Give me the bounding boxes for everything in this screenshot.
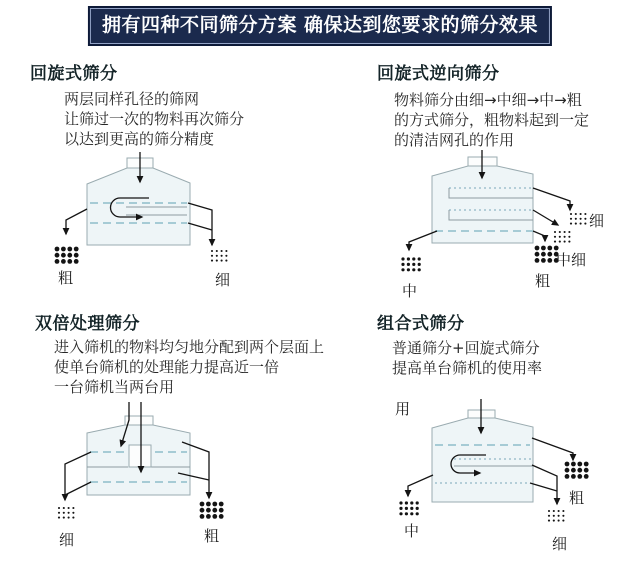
coarse-dots (55, 247, 79, 264)
label-fine: 细 (589, 212, 605, 230)
medium-dots (399, 501, 418, 515)
section-heading-rotary: 回旋式筛分 (30, 64, 118, 84)
fine-dots (211, 250, 228, 262)
fine-dots (570, 213, 587, 225)
section-text-double-process (54, 337, 324, 397)
diagram-combined-screening (368, 393, 640, 585)
label-medium: 中 (404, 522, 420, 540)
text-line: 进入筛机的物料均匀地分配到两个层面上 (54, 338, 325, 356)
coarse-exit-arrow (533, 231, 545, 241)
text-line: 提高单台筛机的使用率 (392, 359, 543, 377)
coarse-exit-arrow (532, 438, 573, 460)
section-heading-rotary-reverse: 回旋式逆向筛分 (377, 64, 500, 84)
medium-fine-exit-arrow (533, 210, 558, 225)
diagram-double-processing-screening (25, 398, 325, 580)
text-line: 的清洁网孔的作用 (394, 131, 515, 149)
label-fine: 细 (552, 535, 568, 553)
diagram-rotary-reverse-screening (365, 150, 640, 305)
medium-exit-arrow (408, 475, 433, 496)
section-heading-combined: 组合式筛分 (377, 314, 465, 334)
medium-dots (401, 257, 420, 271)
text-line: 一台筛机当两台用 (54, 378, 175, 396)
page-title: 拥有四种不同筛分方案 确保达到您要求的筛分效果 (90, 8, 550, 44)
fine-exit-arrow (533, 188, 570, 210)
text-line: 物料筛分由细→中细→中→粗 (394, 91, 582, 109)
label-coarse: 粗 (569, 489, 585, 507)
label-medium-fine: 中细 (556, 251, 587, 269)
fine-dots (58, 507, 74, 519)
coarse-exit-arrow (66, 209, 87, 234)
label-fine: 细 (215, 271, 231, 289)
label-fine: 细 (59, 531, 75, 549)
section-text-combined (392, 338, 542, 378)
fine-exit-line (188, 223, 212, 230)
section-text-rotary-reverse (394, 90, 589, 150)
text-line: 让筛过一次的物料再次筛分 (64, 110, 245, 128)
text-line: 两层同样孔径的筛网 (64, 90, 200, 108)
text-line: 以达到更高的筛分精度 (64, 130, 215, 148)
medium-fine-dots (554, 231, 571, 243)
section-text-rotary (64, 89, 244, 149)
label-medium: 中 (402, 282, 418, 300)
coarse-dots (565, 462, 589, 479)
text-line: 使单台筛机的处理能力提高近一倍 (54, 358, 280, 376)
coarse-dots (200, 502, 224, 519)
label-coarse: 粗 (204, 527, 220, 545)
coarse-dots (535, 246, 559, 263)
fine-dots (548, 510, 565, 522)
center-chute (129, 445, 151, 467)
fine-exit-line (530, 483, 557, 491)
label-coarse: 粗 (58, 269, 74, 287)
text-line: 的方式筛分，粗物料起到一定 (394, 111, 590, 129)
sieve-body (432, 418, 533, 502)
diagram-rotary-screening (30, 152, 320, 302)
label-coarse: 粗 (535, 272, 551, 290)
label-stray: 用 (395, 400, 411, 418)
section-heading-double-process: 双倍处理筛分 (35, 314, 140, 334)
text-line: 普通筛分+回旋式筛分 (392, 339, 540, 357)
